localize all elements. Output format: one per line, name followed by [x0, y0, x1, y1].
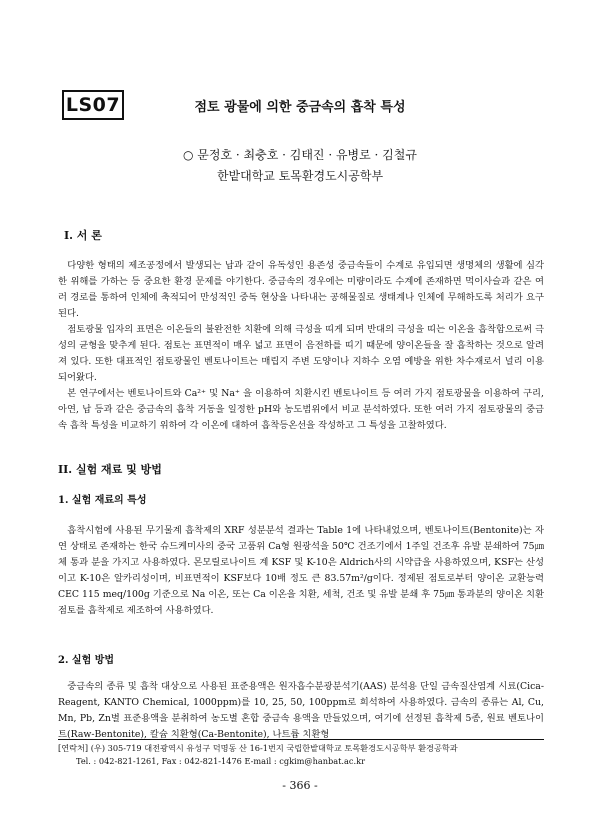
methods-body [58, 679, 544, 743]
paragraph: 중금속의 종류 및 흡착 대상으로 사용된 표준용액은 원자흡수분광분석기(AAS) 분석용 단일 금속질산염계 시료(Cica-Reagent, KANTO Chemical, 1000ppm)를 10, 25, 50, 100ppm로 희석하여 사용하였다. 금속의 종류는 Al, Cu, Mn, Pb, Zn별 표준용액을 분취하여 농도별 혼합 중금속 용액을 만들었으며, 여기에 선정된 흡착제 5종, 원료 벤토나이트(Raw-Bentonite), 칼슘 치환형(Ca-Bentonite), 나트륨 치환형 [58, 681, 544, 740]
footer-divider [58, 739, 544, 740]
affiliation: 한밭대학교 토목환경도시공학부 [216, 169, 384, 183]
materials-body [58, 523, 544, 619]
paragraph: 다양한 형태의 제조공정에서 발생되는 납과 같이 유독성인 용존성 중금속들이 수계로 유입되면 생명체의 생활에 심각한 위해를 가하는 등 중요한 환경 문제를 야기한다. 중금속의 경우에는 미량이라도 수계에 존재하면 먹이사슬과 같은 여러 경로를 통하여 인체에 축적되어 만성적인 중독 현상을 나타내는 공해물질로 생태계나 인체에 무해하도록 처리가 요구된다. [58, 260, 544, 319]
paper-code-box: LS07 [62, 90, 124, 120]
contact-phone-email: Tel. : 042-821-1261, Fax : 042-821-1476 E-mail : cgkim@hanbat.ac.kr [76, 756, 365, 766]
page-number: - 366 - [282, 779, 318, 792]
paragraph: 점토광물 입자의 표면은 이온들의 불완전한 치환에 의해 극성을 띠게 되며 반대의 극성을 띠는 이온을 흡착함으로써 극성의 균형을 맞추게 된다. 점토는 표면적이 매우 넓고 표면이 음전하를 띠기 때문에 양이온들을 잘 흡착하는 것으로 알려져 있다. 또한 대표적인 점토광물인 벤토나이트는 매립지 주변 도양이나 지하수 오염 예방을 위한 차수재로서 널리 이용되어왔다. [58, 324, 544, 383]
paragraph: 본 연구에서는 벤토나이트와 Ca²⁺ 및 Na⁺ 을 이용하여 치환시킨 벤토나이트 등 여러 가지 점토광물을 이용하여 구리, 아연, 납 등과 같은 중금속의 흡착 거동을 일정한 pH와 농도범위에서 비교 분석하였다. 또한 여러 가지 점토광물의 중금속 흡착 특성을 비교하기 위하여 각 이온에 대하여 흡착등온선을 작성하고 그 특성을 고찰하였다. [58, 388, 544, 431]
section-heading-introduction: I. 서 론 [64, 229, 102, 242]
contact-address: [연락처] (우) 305-719 대전광역시 유성구 덕명동 산 16-1번지 국립한밭대학교 토목환경도시공학부 환경공학과 [58, 743, 458, 753]
introduction-body [58, 258, 544, 434]
paper-title: 점토 광물에 의한 중금속의 흡착 특성 [194, 100, 406, 115]
subsection-heading-methods: 2. 실험 방법 [58, 655, 115, 666]
section-heading-methods: II. 실험 재료 및 방법 [58, 463, 162, 476]
subsection-heading-materials: 1. 실험 재료의 특성 [58, 495, 147, 506]
paragraph: 흡착시험에 사용된 무기물계 흡착제의 XRF 성분분석 결과는 Table 1에 나타내었으며, 벤토나이트(Bentonite)는 자연 상태로 존재하는 한국 슈드케미사의 중국 고품위 Ca형 원광석을 50℃ 건조기에서 1주일 건조후 유발 분쇄하여 75㎛ 체 통과 분을 가지고 사용하였다. 몬모릴로나이트 계 KSF 및 K-10은 Aldrich사의 시약급을 사용하였으며, KSF는 산성이고 K-10은 알카리성이며, 비표면적이 KSF보다 10배 정도 큰 83.57m²/g이다. 정제된 점토로부터 양이온 교환능력 CEC 115 meq/100g 기준으로 Na 이온, 또는 Ca 이온을 치환, 세척, 건조 및 유발 분쇄 후 75㎛ 통과분의 양이온 치환 점토를 흡착제로 제조하여 사용하였다. [58, 525, 544, 616]
author-list: ○ 문정호 · 최충호 · 김태진 · 유병로 · 김철규 [183, 148, 417, 162]
